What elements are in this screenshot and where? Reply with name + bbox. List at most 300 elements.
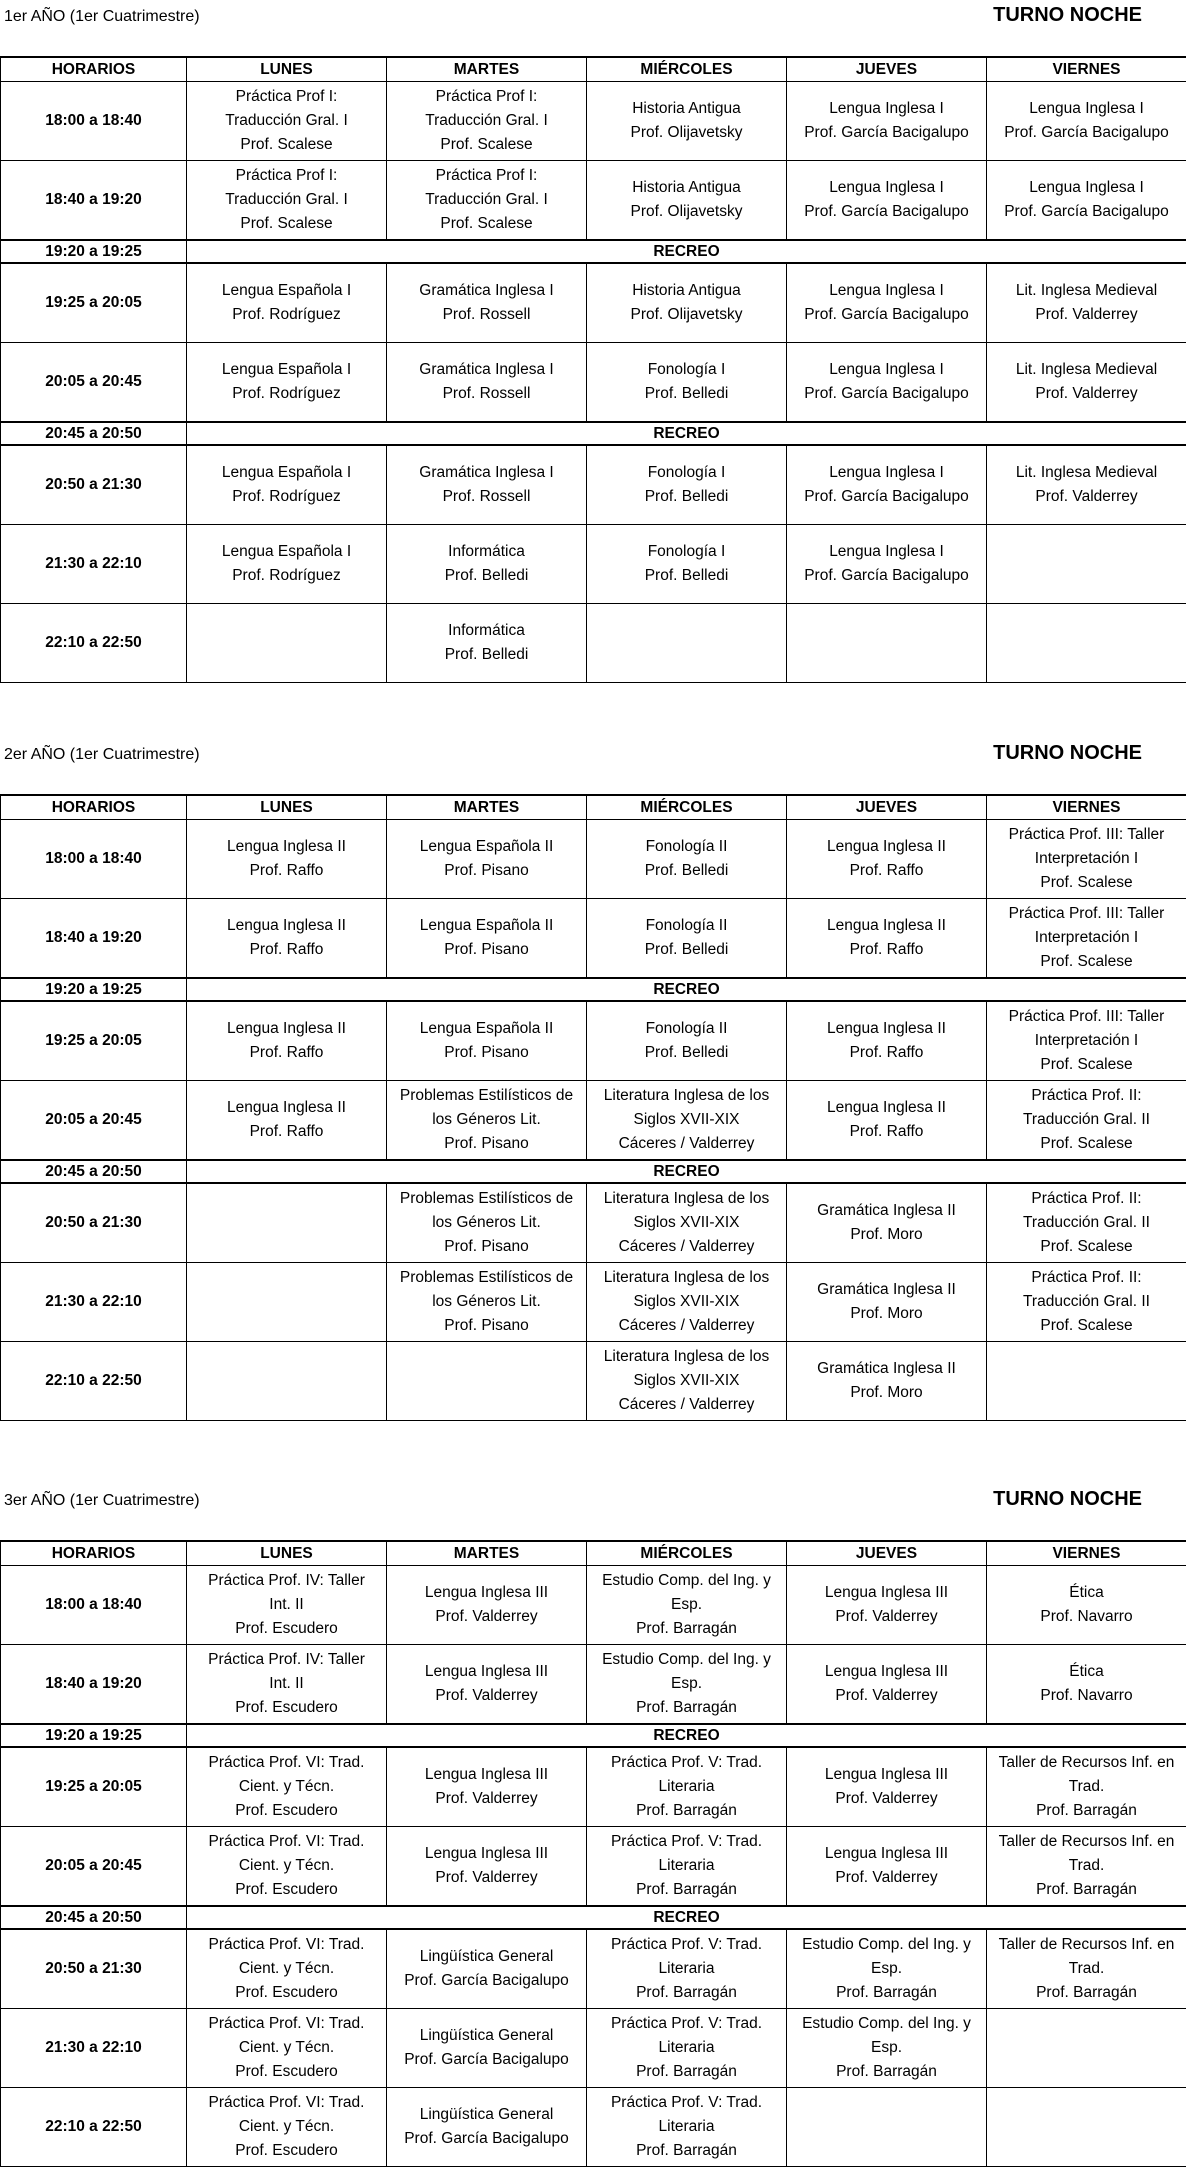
- class-cell-line: Lengua Inglesa I: [789, 461, 984, 485]
- time-slot: 18:40 a 19:20: [1, 161, 187, 241]
- class-cell-line: Prof. Scalese: [989, 950, 1184, 974]
- table-row: [1, 1081, 1186, 1161]
- class-cell-line: Lengua Inglesa III: [789, 1660, 984, 1684]
- class-cell-line: Lengua Inglesa II: [789, 1096, 984, 1120]
- class-cell: [787, 820, 987, 899]
- recess-row: [1, 1724, 1186, 1747]
- class-cell-line: Prof. Rodríguez: [189, 303, 384, 327]
- class-cell-line: Prof. García Bacigalupo: [389, 1969, 584, 1993]
- class-cell: [987, 2009, 1186, 2088]
- class-cell-line: Int. II: [189, 1593, 384, 1617]
- time-slot: 22:10 a 22:50: [1, 2088, 187, 2167]
- class-cell: [387, 1645, 587, 1725]
- class-cell-line: Cient. y Técn.: [189, 2036, 384, 2060]
- class-cell: [587, 899, 787, 979]
- class-cell-line: Lengua Inglesa II: [189, 1017, 384, 1041]
- table-row: [1, 82, 1186, 161]
- class-cell-line: Prof. Barragán: [589, 2139, 784, 2163]
- class-cell-line: Lengua Inglesa I: [789, 358, 984, 382]
- class-cell: [587, 445, 787, 525]
- class-cell-line: Trad.: [989, 1854, 1184, 1878]
- time-slot: 19:20 a 19:25: [1, 1724, 187, 1747]
- recess-label: RECREO: [187, 422, 1186, 445]
- class-cell: [787, 1566, 987, 1645]
- class-cell: [987, 445, 1186, 525]
- class-cell: [387, 82, 587, 161]
- class-cell-line: Práctica Prof. V: Trad.: [589, 1751, 784, 1775]
- class-cell-line: Lingüística General: [389, 1945, 584, 1969]
- class-cell-line: Práctica Prof. V: Trad.: [589, 1933, 784, 1957]
- recess-label: RECREO: [187, 978, 1186, 1001]
- recess-row: [1, 422, 1186, 445]
- class-cell-line: Lengua Inglesa II: [189, 1096, 384, 1120]
- class-cell-line: Prof. Pisano: [389, 1314, 584, 1338]
- class-cell: [387, 899, 587, 979]
- schedule-table: [0, 1540, 1186, 2167]
- class-cell-line: Práctica Prof. II:: [989, 1187, 1184, 1211]
- class-cell-line: Prof. Raffo: [789, 1041, 984, 1065]
- class-cell-line: Prof. Olijavetsky: [589, 303, 784, 327]
- class-cell-line: Lengua Inglesa III: [789, 1581, 984, 1605]
- table-row: [1, 604, 1186, 683]
- class-cell-line: Prof. Raffo: [789, 1120, 984, 1144]
- class-cell-line: Lengua Inglesa III: [389, 1842, 584, 1866]
- class-cell-line: Prof. Belledi: [589, 1041, 784, 1065]
- section-header: [0, 738, 1186, 794]
- class-cell-line: Prof. García Bacigalupo: [789, 485, 984, 509]
- class-cell-line: Traducción Gral. I: [189, 188, 384, 212]
- time-slot: 20:05 a 20:45: [1, 343, 187, 423]
- class-cell-line: Esp.: [789, 1957, 984, 1981]
- class-cell: [387, 263, 587, 343]
- class-cell-line: Prof. Barragán: [989, 1981, 1184, 2005]
- class-cell-line: Prof. Navarro: [989, 1684, 1184, 1708]
- class-cell-line: Siglos XVII-XIX: [589, 1108, 784, 1132]
- class-cell-line: Cáceres / Valderrey: [589, 1393, 784, 1417]
- class-cell-line: Literaria: [589, 2115, 784, 2139]
- class-cell-line: Taller de Recursos Inf. en: [989, 1933, 1184, 1957]
- recess-label: RECREO: [187, 240, 1186, 263]
- class-cell-line: Prof. Scalese: [989, 871, 1184, 895]
- class-cell: [387, 1001, 587, 1081]
- class-cell: [187, 1081, 387, 1161]
- table-row: [1, 525, 1186, 604]
- class-cell: [987, 1929, 1186, 2009]
- class-cell-line: Taller de Recursos Inf. en: [989, 1830, 1184, 1854]
- time-slot: 22:10 a 22:50: [1, 604, 187, 683]
- time-slot: 18:00 a 18:40: [1, 1566, 187, 1645]
- class-cell-line: Prof. Pisano: [389, 1235, 584, 1259]
- class-cell: [987, 1081, 1186, 1161]
- class-cell-line: Prof. García Bacigalupo: [789, 200, 984, 224]
- class-cell-line: Prof. García Bacigalupo: [389, 2127, 584, 2151]
- class-cell: [387, 1747, 587, 1827]
- class-cell-line: Prof. Belledi: [589, 564, 784, 588]
- class-cell: [387, 2009, 587, 2088]
- column-header: VIERNES: [987, 1541, 1186, 1566]
- class-cell-line: Práctica Prof I:: [189, 164, 384, 188]
- class-cell-line: Historia Antigua: [589, 176, 784, 200]
- class-cell-line: Prof. Rossell: [389, 303, 584, 327]
- class-cell-line: los Géneros Lit.: [389, 1290, 584, 1314]
- class-cell-line: Trad.: [989, 1775, 1184, 1799]
- class-cell-line: Prof. García Bacigalupo: [789, 382, 984, 406]
- class-cell-line: Práctica Prof. IV: Taller: [189, 1648, 384, 1672]
- class-cell-line: Prof. Moro: [789, 1223, 984, 1247]
- class-cell: [587, 1929, 787, 2009]
- schedule-table: [0, 794, 1186, 1421]
- class-cell-line: Prof. Escudero: [189, 1878, 384, 1902]
- class-cell-line: Lengua Española I: [189, 461, 384, 485]
- class-cell-line: Prof. Rodríguez: [189, 382, 384, 406]
- class-cell-line: Lit. Inglesa Medieval: [989, 461, 1184, 485]
- class-cell: [587, 820, 787, 899]
- class-cell-line: Literaria: [589, 1775, 784, 1799]
- class-cell-line: Práctica Prof. VI: Trad.: [189, 2091, 384, 2115]
- class-cell-line: Práctica Prof. VI: Trad.: [189, 1751, 384, 1775]
- class-cell-line: Prof. Pisano: [389, 938, 584, 962]
- class-cell-line: Prof. Raffo: [789, 859, 984, 883]
- class-cell-line: Fonología II: [589, 835, 784, 859]
- class-cell: [187, 1263, 387, 1342]
- class-cell-line: Práctica Prof. III: Taller: [989, 823, 1184, 847]
- time-slot: 20:45 a 20:50: [1, 1906, 187, 1929]
- class-cell: [187, 263, 387, 343]
- class-cell-line: Cáceres / Valderrey: [589, 1314, 784, 1338]
- class-cell-line: Prof. García Bacigalupo: [789, 564, 984, 588]
- class-cell-line: Lengua Española I: [189, 358, 384, 382]
- class-cell-line: Ética: [989, 1660, 1184, 1684]
- recess-row: [1, 1160, 1186, 1183]
- table-row: [1, 1342, 1186, 1421]
- class-cell: [987, 1827, 1186, 1907]
- class-cell-line: Prof. Valderrey: [789, 1605, 984, 1629]
- class-cell: [987, 1001, 1186, 1081]
- time-slot: 19:20 a 19:25: [1, 240, 187, 263]
- class-cell: [787, 161, 987, 241]
- time-slot: 20:50 a 21:30: [1, 1929, 187, 2009]
- class-cell-line: Prof. Pisano: [389, 1041, 584, 1065]
- class-cell-line: Problemas Estilísticos de: [389, 1266, 584, 1290]
- class-cell-line: Lengua Española II: [389, 1017, 584, 1041]
- class-cell-line: Práctica Prof. IV: Taller: [189, 1569, 384, 1593]
- class-cell: [787, 343, 987, 423]
- class-cell-line: Prof. Escudero: [189, 1617, 384, 1641]
- recess-label: RECREO: [187, 1906, 1186, 1929]
- class-cell-line: Prof. Rossell: [389, 485, 584, 509]
- class-cell-line: Trad.: [989, 1957, 1184, 1981]
- class-cell: [787, 1929, 987, 2009]
- section-title: 2er AÑO (1er Cuatrimestre): [4, 746, 200, 764]
- class-cell-line: Prof. García Bacigalupo: [789, 303, 984, 327]
- class-cell-line: Prof. Valderrey: [789, 1787, 984, 1811]
- class-cell: [787, 1081, 987, 1161]
- table-row: [1, 1001, 1186, 1081]
- class-cell-line: Traducción Gral. I: [189, 109, 384, 133]
- class-cell: [187, 1747, 387, 1827]
- class-cell: [187, 604, 387, 683]
- class-cell: [187, 899, 387, 979]
- class-cell-line: Literaria: [589, 2036, 784, 2060]
- class-cell-line: Prof. Raffo: [189, 938, 384, 962]
- class-cell: [387, 1929, 587, 2009]
- class-cell-line: Cient. y Técn.: [189, 2115, 384, 2139]
- class-cell: [187, 2088, 387, 2167]
- table-row: [1, 1263, 1186, 1342]
- class-cell-line: Estudio Comp. del Ing. y: [789, 2012, 984, 2036]
- table-row: [1, 1929, 1186, 2009]
- time-slot: 18:00 a 18:40: [1, 820, 187, 899]
- class-cell-line: Lengua Inglesa I: [789, 540, 984, 564]
- table-row: [1, 2009, 1186, 2088]
- class-cell: [787, 445, 987, 525]
- recess-row: [1, 978, 1186, 1001]
- header-row: [1, 1541, 1186, 1566]
- class-cell-line: Historia Antigua: [589, 279, 784, 303]
- class-cell: [387, 820, 587, 899]
- class-cell: [387, 525, 587, 604]
- class-cell-line: Prof. Barragán: [589, 1799, 784, 1823]
- class-cell: [187, 1566, 387, 1645]
- class-cell-line: Esp.: [789, 2036, 984, 2060]
- class-cell: [987, 263, 1186, 343]
- class-cell-line: Traducción Gral. II: [989, 1211, 1184, 1235]
- class-cell-line: Estudio Comp. del Ing. y: [789, 1933, 984, 1957]
- class-cell-line: Prof. Belledi: [589, 382, 784, 406]
- class-cell-line: Esp.: [589, 1672, 784, 1696]
- class-cell-line: Prof. Valderrey: [789, 1866, 984, 1890]
- column-header: MARTES: [387, 1541, 587, 1566]
- time-slot: 20:50 a 21:30: [1, 1183, 187, 1263]
- column-header: VIERNES: [987, 795, 1186, 820]
- class-cell: [787, 1747, 987, 1827]
- class-cell: [587, 82, 787, 161]
- recess-row: [1, 240, 1186, 263]
- class-cell-line: Práctica Prof. VI: Trad.: [189, 2012, 384, 2036]
- recess-row: [1, 1906, 1186, 1929]
- class-cell: [987, 161, 1186, 241]
- class-cell: [587, 1342, 787, 1421]
- class-cell: [787, 82, 987, 161]
- class-cell-line: Prof. García Bacigalupo: [789, 121, 984, 145]
- class-cell: [387, 1081, 587, 1161]
- table-row: [1, 445, 1186, 525]
- class-cell: [387, 1342, 587, 1421]
- table-row: [1, 343, 1186, 423]
- class-cell: [987, 1183, 1186, 1263]
- class-cell: [987, 343, 1186, 423]
- class-cell-line: Prof. Valderrey: [989, 303, 1184, 327]
- class-cell: [587, 1645, 787, 1725]
- class-cell: [987, 525, 1186, 604]
- class-cell-line: Lengua Inglesa I: [789, 97, 984, 121]
- class-cell: [187, 82, 387, 161]
- header-row: [1, 795, 1186, 820]
- class-cell-line: Taller de Recursos Inf. en: [989, 1751, 1184, 1775]
- time-slot: 18:40 a 19:20: [1, 1645, 187, 1725]
- class-cell-line: Fonología I: [589, 461, 784, 485]
- header-row: [1, 57, 1186, 82]
- class-cell-line: Prof. Valderrey: [389, 1684, 584, 1708]
- class-cell: [987, 899, 1186, 979]
- class-cell: [187, 1827, 387, 1907]
- class-cell-line: Prof. Valderrey: [789, 1684, 984, 1708]
- class-cell: [787, 2009, 987, 2088]
- class-cell: [787, 525, 987, 604]
- class-cell-line: Siglos XVII-XIX: [589, 1211, 784, 1235]
- class-cell-line: Literatura Inglesa de los: [589, 1187, 784, 1211]
- column-header: HORARIOS: [1, 57, 187, 82]
- class-cell-line: Informática: [389, 540, 584, 564]
- column-header: LUNES: [187, 1541, 387, 1566]
- column-header: MIÉRCOLES: [587, 1541, 787, 1566]
- class-cell-line: los Géneros Lit.: [389, 1211, 584, 1235]
- time-slot: 19:25 a 20:05: [1, 1747, 187, 1827]
- class-cell-line: Informática: [389, 619, 584, 643]
- class-cell: [987, 1566, 1186, 1645]
- class-cell-line: Literaria: [589, 1957, 784, 1981]
- schedule-section-year-3: [0, 1484, 1186, 2167]
- class-cell-line: Literatura Inglesa de los: [589, 1084, 784, 1108]
- shift-label: TURNO NOCHE: [993, 1488, 1142, 1511]
- class-cell-line: Práctica Prof. V: Trad.: [589, 1830, 784, 1854]
- class-cell: [787, 263, 987, 343]
- class-cell-line: Prof. Scalese: [989, 1132, 1184, 1156]
- class-cell-line: Lengua Inglesa II: [789, 914, 984, 938]
- class-cell: [987, 1263, 1186, 1342]
- class-cell: [787, 1645, 987, 1725]
- class-cell-line: Prof. Belledi: [589, 485, 784, 509]
- class-cell-line: Prof. Scalese: [989, 1235, 1184, 1259]
- class-cell-line: Lengua Inglesa III: [789, 1763, 984, 1787]
- class-cell-line: Prof. Olijavetsky: [589, 200, 784, 224]
- class-cell-line: Práctica Prof. II:: [989, 1266, 1184, 1290]
- class-cell-line: Prof. Belledi: [589, 938, 784, 962]
- class-cell-line: Prof. Raffo: [189, 1120, 384, 1144]
- class-cell-line: Práctica Prof. V: Trad.: [589, 2012, 784, 2036]
- class-cell-line: Prof. Raffo: [789, 938, 984, 962]
- table-row: [1, 263, 1186, 343]
- class-cell: [787, 899, 987, 979]
- class-cell-line: Ética: [989, 1581, 1184, 1605]
- class-cell-line: Práctica Prof I:: [389, 164, 584, 188]
- time-slot: 20:05 a 20:45: [1, 1081, 187, 1161]
- class-cell-line: Práctica Prof I:: [389, 85, 584, 109]
- class-cell-line: Traducción Gral. II: [989, 1108, 1184, 1132]
- class-cell: [387, 1183, 587, 1263]
- time-slot: 20:45 a 20:50: [1, 1160, 187, 1183]
- column-header: HORARIOS: [1, 795, 187, 820]
- class-cell: [587, 525, 787, 604]
- class-cell: [787, 1183, 987, 1263]
- class-cell-line: Lengua Española II: [389, 835, 584, 859]
- class-cell-line: Prof. Pisano: [389, 859, 584, 883]
- class-cell: [987, 1342, 1186, 1421]
- class-cell-line: Lengua Inglesa III: [389, 1581, 584, 1605]
- class-cell: [187, 525, 387, 604]
- class-cell: [187, 820, 387, 899]
- table-row: [1, 1747, 1186, 1827]
- class-cell-line: Práctica Prof. II:: [989, 1084, 1184, 1108]
- class-cell: [587, 1081, 787, 1161]
- class-cell-line: Gramática Inglesa II: [789, 1199, 984, 1223]
- class-cell-line: Gramática Inglesa II: [789, 1357, 984, 1381]
- schedule-section-year-2: [0, 738, 1186, 1421]
- class-cell: [387, 445, 587, 525]
- shift-label: TURNO NOCHE: [993, 742, 1142, 765]
- class-cell: [187, 1342, 387, 1421]
- class-cell-line: Literaria: [589, 1854, 784, 1878]
- class-cell-line: Lengua Inglesa I: [989, 97, 1184, 121]
- class-cell-line: Fonología II: [589, 914, 784, 938]
- class-cell-line: Problemas Estilísticos de: [389, 1187, 584, 1211]
- class-cell-line: Prof. Moro: [789, 1302, 984, 1326]
- table-row: [1, 1183, 1186, 1263]
- table-row: [1, 1566, 1186, 1645]
- class-cell: [787, 1827, 987, 1907]
- class-cell-line: Prof. Barragán: [989, 1878, 1184, 1902]
- class-cell-line: Prof. Barragán: [589, 1696, 784, 1720]
- class-cell-line: Cáceres / Valderrey: [589, 1132, 784, 1156]
- time-slot: 21:30 a 22:10: [1, 525, 187, 604]
- class-cell: [587, 1566, 787, 1645]
- class-cell-line: Prof. García Bacigalupo: [389, 2048, 584, 2072]
- class-cell-line: Prof. Valderrey: [389, 1866, 584, 1890]
- class-cell-line: Lengua Española I: [189, 279, 384, 303]
- time-slot: 19:25 a 20:05: [1, 1001, 187, 1081]
- column-header: LUNES: [187, 57, 387, 82]
- class-cell-line: Cáceres / Valderrey: [589, 1235, 784, 1259]
- class-cell-line: Prof. García Bacigalupo: [989, 200, 1184, 224]
- class-cell: [587, 263, 787, 343]
- class-cell-line: Práctica Prof I:: [189, 85, 384, 109]
- class-cell-line: Int. II: [189, 1672, 384, 1696]
- class-cell-line: Lengua Inglesa III: [389, 1763, 584, 1787]
- class-cell-line: Historia Antigua: [589, 97, 784, 121]
- class-cell-line: Gramática Inglesa II: [789, 1278, 984, 1302]
- class-cell-line: Prof. Escudero: [189, 2139, 384, 2163]
- column-header: JUEVES: [787, 795, 987, 820]
- class-cell-line: Prof. Rodríguez: [189, 564, 384, 588]
- class-cell: [987, 820, 1186, 899]
- class-cell: [987, 82, 1186, 161]
- class-cell-line: Prof. Valderrey: [389, 1787, 584, 1811]
- class-cell-line: Prof. García Bacigalupo: [989, 121, 1184, 145]
- class-cell-line: Interpretación I: [989, 847, 1184, 871]
- class-cell: [187, 1001, 387, 1081]
- class-cell: [987, 2088, 1186, 2167]
- class-cell-line: Prof. Escudero: [189, 2060, 384, 2084]
- class-cell-line: Prof. Scalese: [989, 1053, 1184, 1077]
- class-cell-line: Fonología I: [589, 358, 784, 382]
- time-slot: 19:25 a 20:05: [1, 263, 187, 343]
- class-cell-line: Prof. Rossell: [389, 382, 584, 406]
- class-cell-line: Lengua Inglesa III: [389, 1660, 584, 1684]
- column-header: MARTES: [387, 795, 587, 820]
- time-slot: 20:50 a 21:30: [1, 445, 187, 525]
- column-header: HORARIOS: [1, 1541, 187, 1566]
- class-cell: [187, 2009, 387, 2088]
- recess-label: RECREO: [187, 1724, 1186, 1747]
- class-cell-line: Estudio Comp. del Ing. y: [589, 1648, 784, 1672]
- class-cell: [587, 161, 787, 241]
- class-cell-line: Prof. Barragán: [789, 2060, 984, 2084]
- class-cell: [587, 1747, 787, 1827]
- column-header: VIERNES: [987, 57, 1186, 82]
- class-cell: [387, 343, 587, 423]
- class-cell-line: Prof. Scalese: [389, 133, 584, 157]
- class-cell: [587, 1263, 787, 1342]
